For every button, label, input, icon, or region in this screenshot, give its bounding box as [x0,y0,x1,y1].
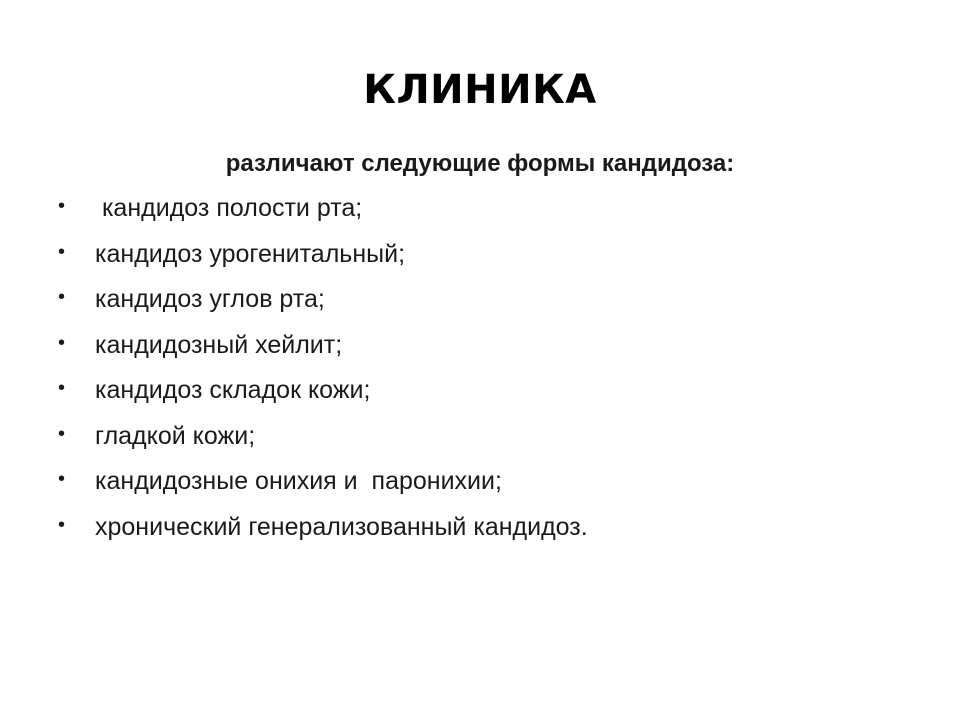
bullet-icon: • [58,195,66,217]
bullet-icon: • [58,422,66,445]
slide-title: КЛИНИКА [363,67,597,113]
list-item [58,232,918,278]
list-item [58,277,918,323]
bullet-icon: • [58,377,66,399]
bullet-icon: • [58,240,66,263]
list-item [58,505,918,551]
bullet-list [58,186,918,550]
list-item [58,368,918,414]
bullet-icon: • [58,513,66,536]
list-item [58,323,918,369]
list-item-text: кандидоз урогенитальный; [95,239,406,268]
list-item-text: хронический генерализованный кандидоз. [95,512,588,541]
list-item [58,459,918,505]
bullet-icon: • [58,286,66,308]
list-item-text: гладкой кожи; [95,421,256,450]
bullet-icon: • [58,331,66,354]
bullet-icon: • [58,468,66,490]
list-item-text: кандидоз углов рта; [95,285,325,313]
list-item-text: кандидоз полости рта; [95,194,363,222]
slide-subtitle: различают следующие формы кандидоза: [225,150,735,177]
list-item [58,186,918,232]
list-item-text: кандидозный хейлит; [95,330,343,359]
list-item-text: кандидоз складок кожи; [95,376,371,404]
list-item [58,414,918,460]
list-item-text: кандидозные онихия и паронихии; [95,467,502,495]
